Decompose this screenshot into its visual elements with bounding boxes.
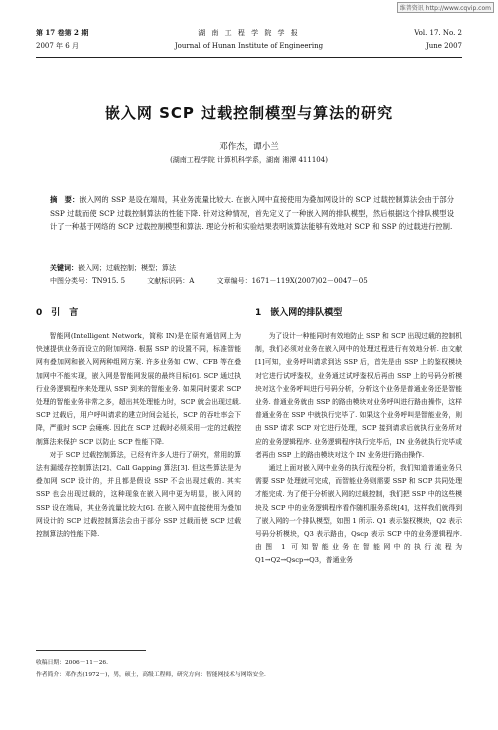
clc-number: 中图分类号：TN915. 5 xyxy=(50,277,126,285)
intro-paragraph-1: 智能网(Intelligent Network，简称 IN)是在原有通信网上为快速提供业务而设立的附加网络. 根据 SSP 的设置不同，标准智能网有叠加网和嵌入网两种组网方案. 许多业务如 CW、CFB 等在叠加网中不能实现，嵌入网是智能网发展的最终目标[6]. SCP 通过执行业务逻辑程序来处理从 SSP 到来的智能业务. 如果同时要求 SCP 处理的智能业务非常之多，超出其处理能力时，SCP 就会出现过载. SCP 过载后，用户呼叫请求的建立时间会延长，SCP 的吞吐率会下降，严重时 SCP 会瘫痪. 因此在 SCP 过载时必须采用一定的过载控制算法来保护 SCP 以防止 SCP 性能下降. xyxy=(36,332,241,446)
footnote-received: 收稿日期：2006－11－26. xyxy=(36,660,108,666)
authors: 邓作杰，谭小兰 xyxy=(219,142,279,152)
keywords-label: 关键词： xyxy=(50,264,78,272)
paper-meta xyxy=(50,262,454,285)
abstract-label: 摘 要： xyxy=(50,195,80,204)
journal-title-en: Journal of Hunan Institute of Engineering xyxy=(174,42,324,50)
footnote-rule xyxy=(36,650,146,651)
volume-cn: 第 17 卷第 2 期 xyxy=(36,28,89,37)
abstract xyxy=(50,193,454,234)
document-code: 文献标识码：A xyxy=(147,277,195,285)
section-heading-model: 1 嵌入网的排队模型 xyxy=(255,308,343,318)
watermark: 维普资讯 http://www.cqvip.com xyxy=(397,2,494,13)
intro-paragraph-2: 对于 SCP 过载控制算法，已经有许多人进行了研究，常用的算法有漏缓存控制算法[2]、Call Gapping 算法[3]. 但这些算法是为叠加网 SCP 设计的，并且都是假设 SSP 不会出现过载的. 其实 SSP 也会出现过载的，这种现象在嵌入网中更为明显，嵌入网的 SSP 设在端局，其业务流量比较大[6]. 在嵌入网中直接使用为叠加网设计的 SCP 过载控制算法会由于部分 SSP 过载而使 SCP 过载控制算法的性能下降. xyxy=(36,450,241,539)
abstract-text: 嵌入网的 SSP 是设在端局，其业务流量比较大. 在嵌入网中直接使用为叠加网设计的 SCP 过载控制算法会由于部分 SSP 过载而使 SCP 过载控制算法的性能下降. 针对这种情况，首先定义了一种嵌入网的排队模型，然后根据这个排队模型设计了一种基于网络的 SCP 过载控制模型和算法. 理论分析和实验结果表明该算法能够有效地对 SCP 和 SSP 的过载进行控制. xyxy=(50,195,454,231)
journal-title-cn: 湖 南 工 程 学 院 学 报 xyxy=(198,29,300,37)
keywords xyxy=(50,262,454,275)
keywords-text: 嵌入网；过载控制；模型；算法 xyxy=(78,264,176,272)
date-cn: 2007 年 6 月 xyxy=(36,42,79,50)
model-paragraph-1: 为了设计一种能同时有效地防止 SSP 和 SCP 出现过载的控制机制，我们必须对业务在嵌入网中的处理过程进行有效地分析. 由文献[1]可知，业务呼叫请求到达 SSP 后，首先是由 SSP 上的鉴权模块对它进行试呼鉴权，业务通过试呼鉴权后再由 SSP 上的号码分析模块对这个业务呼叫进行号码分析，分析这个业务是普通业务还是智能业务. 普通业务就由 SSP 的路由模块对业务呼叫进行路由操作，这样普通业务在 SSP 中就执行完毕了. 如果这个业务呼叫是智能业务，则由 SSP 请求 SCP 对它进行处理，SCP 接到请求后就执行业务所对应的业务逻辑程序. 业务逻辑程序执行完毕后，IN 业务就执行完毕或者再由 SSP 上的路由模块对这个 IN 业务进行路由操作. xyxy=(255,332,462,459)
affiliation: (湖南工程学院 计算机科学系，湖南 湘潭 411104) xyxy=(170,156,328,164)
left-column xyxy=(36,330,241,541)
right-column xyxy=(255,330,462,568)
article-number: 文章编号：1671－119X(2007)02－0047－05 xyxy=(216,277,368,285)
volume-en: Vol. 17. No. 2 xyxy=(414,29,462,37)
date-en: June 2007 xyxy=(425,42,462,50)
header-rule xyxy=(36,57,462,58)
paper-title: 嵌入网 SCP 过载控制模型与算法的研究 xyxy=(104,104,394,122)
classification-line xyxy=(50,275,470,288)
model-paragraph-2: 通过上面对嵌入网中业务的执行流程分析，我们知道普通业务只需要 SSP 处理就可完成，而智能业务则需要 SSP 和 SCP 共同处理才能完成. 为了便于分析嵌入网的过载控制，我们把 SSP 中的这些模块及 SCP 中的业务逻辑程序看作随机服务系统[4]，这样我们就得到了嵌入网的一个排队模型，如图 1 所示. Q1 表示鉴权模块，Q2 表示号码分析模块，Q3 表示路由，Qscp 表示 SCP 中的业务逻辑程序. 由图 1 可知智能业务在智能网中的执行流程为 Q1→Q2→Qscp→Q3，普通业务 xyxy=(255,464,463,565)
section-heading-intro: 0 引 言 xyxy=(36,308,79,318)
footnote-author: 作者简介：邓作杰(1972－)，男，硕士，高级工程师，研究方向：智能网技术与网络安全. xyxy=(36,672,266,678)
